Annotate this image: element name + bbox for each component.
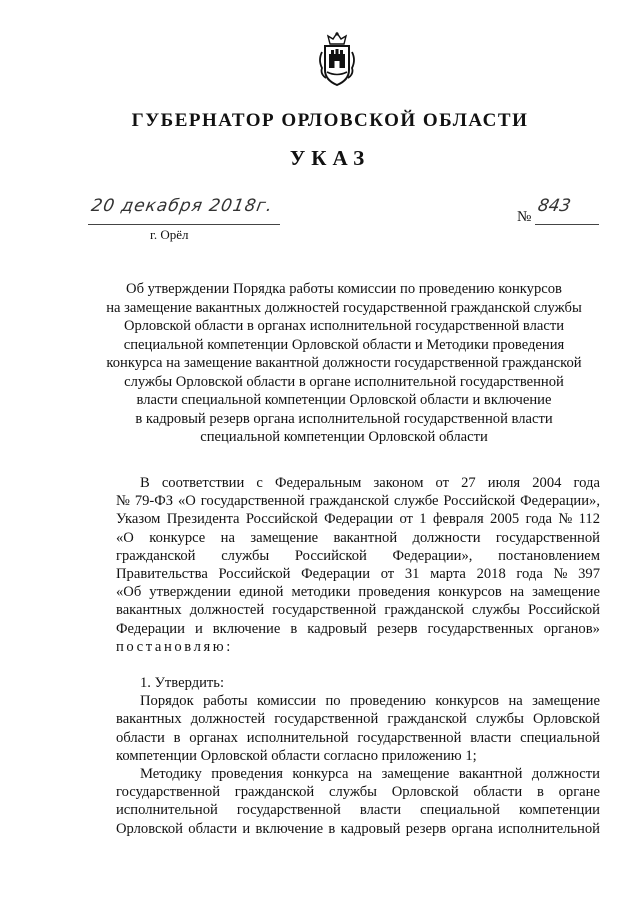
word: конкурсов bbox=[435, 693, 499, 710]
word: службы bbox=[221, 547, 270, 564]
word: государственной bbox=[272, 602, 377, 619]
preamble-line bbox=[116, 529, 600, 547]
document-type: УКАЗ bbox=[289, 146, 371, 170]
word: гражданской bbox=[309, 493, 390, 510]
word: кадровый bbox=[307, 620, 368, 637]
word: должности bbox=[531, 766, 600, 783]
word: области bbox=[473, 784, 523, 801]
preamble-line bbox=[116, 620, 600, 638]
preamble-line bbox=[116, 583, 600, 601]
date-underline bbox=[88, 224, 280, 225]
word: государственной bbox=[274, 711, 379, 728]
word: от bbox=[399, 511, 413, 528]
word: области bbox=[116, 729, 165, 746]
word: проведения bbox=[358, 584, 431, 601]
word: исполнительной bbox=[498, 820, 600, 837]
decree-body bbox=[116, 474, 600, 838]
decree-word: постановляю: bbox=[116, 638, 233, 655]
word: государственной bbox=[116, 784, 221, 801]
word: 1 bbox=[419, 511, 427, 528]
word: на bbox=[509, 584, 525, 601]
word: «Об bbox=[116, 584, 142, 601]
word: органа bbox=[451, 820, 493, 837]
word: от bbox=[380, 566, 395, 583]
word: на bbox=[357, 766, 373, 783]
word: Федерации bbox=[116, 620, 185, 637]
word: конкурса bbox=[292, 766, 349, 783]
word: конкурсов bbox=[438, 584, 502, 601]
subject-line: Об утверждении Порядка работы комиссии по проведению конкурсов bbox=[126, 281, 562, 297]
item-line bbox=[116, 710, 600, 728]
word: замещение bbox=[532, 693, 600, 710]
word: В bbox=[140, 475, 150, 491]
word: Федеральным bbox=[274, 475, 362, 491]
handwritten-date: 20 декабря 2018г. bbox=[89, 196, 275, 216]
word: органе bbox=[558, 784, 600, 801]
word: методики bbox=[291, 584, 351, 601]
word: от bbox=[435, 475, 450, 491]
word: года bbox=[525, 511, 552, 528]
word: с bbox=[256, 475, 263, 491]
subject-line: службы Орловской области в органе исполнительной государственной bbox=[124, 373, 564, 390]
number-underline bbox=[535, 224, 599, 225]
word: включение bbox=[212, 620, 281, 637]
word: Российской bbox=[245, 511, 318, 528]
word: в bbox=[328, 820, 336, 837]
word: 397 bbox=[578, 566, 600, 583]
word: органах bbox=[189, 729, 238, 746]
word: власти bbox=[470, 729, 512, 746]
word: специальной bbox=[420, 802, 500, 819]
word: по bbox=[325, 693, 341, 710]
word: службы bbox=[475, 711, 524, 728]
word: 31 bbox=[404, 566, 420, 583]
word: резерв bbox=[377, 620, 418, 637]
word: службы bbox=[328, 784, 377, 801]
word: в bbox=[536, 784, 544, 801]
word: Федерации bbox=[324, 511, 394, 528]
word: 27 bbox=[461, 475, 476, 491]
word: государственных bbox=[427, 620, 534, 637]
item-line: компетенции Орловской области согласно приложению 1; bbox=[116, 747, 477, 764]
word: № bbox=[553, 566, 568, 583]
preamble-line bbox=[116, 510, 600, 528]
word: Российской bbox=[528, 602, 600, 619]
word: государственной bbox=[495, 529, 600, 546]
word: 79-ФЗ bbox=[134, 493, 174, 510]
word: февраля bbox=[432, 511, 484, 528]
item-line bbox=[116, 692, 600, 710]
word: замещение bbox=[250, 529, 319, 546]
word: 2018 bbox=[476, 566, 506, 583]
subject-line: в кадровый резерв органа исполнительной государственной власти bbox=[135, 410, 553, 427]
word: исполнительной bbox=[116, 802, 218, 819]
word: вакантных bbox=[116, 711, 182, 728]
word: вакантных bbox=[116, 602, 182, 619]
word: должностей bbox=[190, 711, 266, 728]
word: Федерации», bbox=[520, 493, 600, 510]
word: службы bbox=[471, 602, 520, 619]
coat-of-arms-icon bbox=[318, 30, 356, 88]
word: Российской bbox=[218, 566, 291, 583]
word: должностей bbox=[189, 602, 265, 619]
word: комиссии bbox=[257, 693, 317, 710]
decree-subject bbox=[88, 280, 600, 447]
item-line bbox=[116, 801, 600, 819]
word: Российской bbox=[443, 493, 516, 510]
word: гражданской bbox=[116, 547, 196, 564]
word: гражданской bbox=[384, 602, 464, 619]
item-heading: 1. Утвердить: bbox=[140, 675, 225, 692]
word: на bbox=[220, 529, 235, 546]
word: Президента bbox=[166, 511, 240, 528]
word: в bbox=[290, 620, 298, 637]
word: Российской bbox=[294, 547, 367, 564]
word: «О bbox=[116, 529, 134, 546]
word: единой bbox=[239, 584, 284, 601]
word: должности bbox=[412, 529, 481, 546]
subject-line: на замещение вакантных должностей государственной гражданской службы bbox=[106, 299, 582, 316]
word: законом bbox=[373, 475, 424, 491]
word: года bbox=[573, 475, 600, 491]
word: гражданской bbox=[387, 711, 467, 728]
word: включение bbox=[255, 820, 324, 837]
word: и bbox=[242, 820, 251, 837]
city-label: г. Орёл bbox=[150, 227, 189, 242]
word: компетенции bbox=[518, 802, 600, 819]
word: в bbox=[173, 729, 181, 746]
word: вакантной bbox=[333, 529, 398, 546]
word: Методику bbox=[140, 766, 202, 783]
word: замещение bbox=[381, 766, 450, 783]
word: года bbox=[516, 566, 543, 583]
word: Федерации», bbox=[392, 547, 473, 564]
word: службе bbox=[393, 493, 439, 510]
subject-line: власти специальной компетенции Орловской области и включение bbox=[136, 392, 552, 408]
word: проведения bbox=[211, 766, 283, 783]
preamble-line bbox=[116, 474, 600, 492]
word: области bbox=[188, 820, 238, 837]
word: кадровый bbox=[340, 820, 401, 837]
word: Федерации bbox=[301, 566, 371, 583]
word: № bbox=[116, 493, 130, 510]
number-sign: № bbox=[517, 209, 532, 225]
issuer-title: ГУБЕРНАТОР ОРЛОВСКОЙ ОБЛАСТИ bbox=[131, 110, 529, 131]
item-line bbox=[116, 783, 600, 801]
item-line bbox=[116, 729, 600, 747]
word: марта bbox=[430, 566, 466, 583]
word: замещение bbox=[532, 584, 600, 601]
item-line bbox=[116, 820, 600, 838]
word: государственной bbox=[357, 729, 462, 746]
word: № bbox=[558, 511, 573, 528]
subject-line: конкурса на замещение вакантной должности государственной гражданской bbox=[106, 355, 582, 371]
word: «О bbox=[177, 493, 196, 510]
word: гражданской bbox=[234, 784, 315, 801]
word: и bbox=[194, 620, 203, 637]
word: утверждении bbox=[149, 584, 231, 601]
word: работы bbox=[203, 693, 248, 710]
word: специальной bbox=[520, 729, 600, 746]
word: органов» bbox=[543, 620, 600, 637]
word: Орловской bbox=[116, 820, 183, 837]
word: 112 bbox=[578, 511, 600, 528]
word: 2004 bbox=[532, 475, 562, 491]
word: на bbox=[508, 693, 523, 710]
word: Правительства bbox=[116, 566, 208, 583]
subject-line: Орловской области в органах исполнительной государственной власти bbox=[123, 318, 565, 334]
preamble-line bbox=[116, 565, 600, 583]
word: Порядок bbox=[140, 693, 194, 710]
item-line bbox=[116, 765, 600, 783]
subject-line: специальной компетенции Орловской области и Методики проведения bbox=[123, 336, 565, 353]
word: соответствии bbox=[161, 475, 245, 491]
word: Орловской bbox=[391, 784, 459, 801]
word: июля bbox=[487, 475, 521, 491]
word: резерв bbox=[405, 820, 447, 837]
preamble-line bbox=[116, 601, 600, 619]
word: вакантной bbox=[458, 766, 523, 783]
word: 2005 bbox=[490, 511, 520, 528]
word: конкурсе bbox=[149, 529, 206, 546]
word: проведению bbox=[350, 693, 426, 710]
word: власти bbox=[359, 802, 402, 819]
handwritten-number: 843 bbox=[536, 196, 573, 216]
word: государственной bbox=[200, 493, 305, 510]
word: постановлением bbox=[498, 547, 600, 564]
preamble-line bbox=[116, 492, 600, 510]
word: Указом bbox=[116, 511, 161, 528]
subject-line: специальной компетенции Орловской области bbox=[200, 429, 488, 445]
word: исполнительной bbox=[246, 729, 349, 746]
preamble-line bbox=[116, 547, 600, 565]
word: государственной bbox=[236, 802, 341, 819]
word: Орловской bbox=[532, 711, 600, 728]
